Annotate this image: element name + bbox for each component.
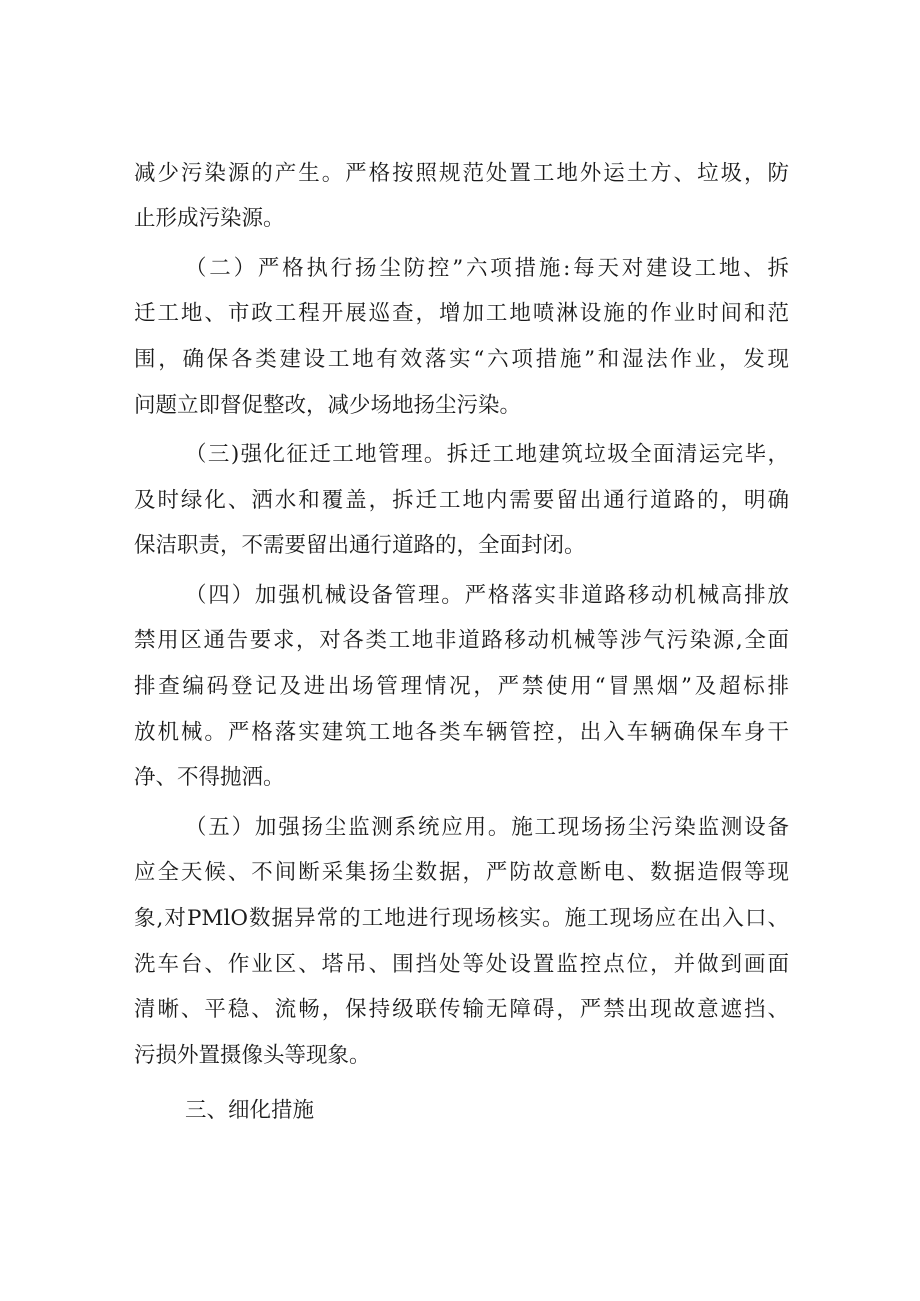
paragraph-line: 禁用区通告要求，对各类工地非道路移动机械等涉气污染源,全面 [134, 628, 789, 653]
paragraph-line: 及时绿化、洒水和覆盖，拆迁工地内需要留出通行道路的，明确 [134, 488, 789, 513]
paragraph-line: 象,对PMlO数据异常的工地进行现场核实。施工现场应在出入口、 [134, 906, 789, 931]
paragraph-line: 止形成污染源。 [134, 206, 285, 231]
paragraph-line: 减少污染源的产生。严格按照规范处置工地外运土方、垃圾，防 [134, 161, 789, 186]
paragraph-line: 排查编码登记及进出场管理情况，严禁使用“冒黑烟”及超标排 [134, 674, 789, 699]
section-heading: 三、细化措施 [185, 1098, 315, 1123]
paragraph-line: 清晰、平稳、流畅，保持级联传输无障碍，严禁出现故意遮挡、 [134, 997, 789, 1022]
paragraph-line: 保洁职责，不需要留出通行道路的，全面封闭。 [134, 533, 586, 558]
paragraph-line: （五）加强扬尘监测系统应用。施工现场扬尘污染监测设备 [185, 815, 789, 840]
paragraph-line: 应全天候、不间断采集扬尘数据，严防故意断电、数据造假等现 [134, 860, 789, 885]
paragraph-line: 洗车台、作业区、塔吊、围挡处等处设置监控点位，并做到画面 [134, 952, 789, 977]
paragraph-line: （二）严格执行扬尘防控”六项措施:每天对建设工地、拆 [185, 256, 789, 281]
paragraph-line: 问题立即督促整改，减少场地扬尘污染。 [134, 393, 522, 418]
paragraph-line: 围，确保各类建设工地有效落实“六项措施”和湿法作业，发现 [134, 347, 789, 372]
paragraph-line: （四）加强机械设备管理。严格落实非道路移动机械高排放 [185, 583, 789, 608]
paragraph-line: 迁工地、市政工程开展巡查，增加工地喷淋设施的作业时间和范 [134, 301, 789, 326]
paragraph-line: 净、不得抛洒。 [134, 765, 285, 790]
paragraph-line: 污损外置摄像头等现象。 [134, 1043, 371, 1068]
paragraph-line: 放机械。严格落实建筑工地各类车辆管控，出入车辆确保车身干 [134, 720, 789, 745]
paragraph-line: （三)强化征迁工地管理。拆迁工地建筑垃圾全面清运完毕， [185, 442, 789, 467]
